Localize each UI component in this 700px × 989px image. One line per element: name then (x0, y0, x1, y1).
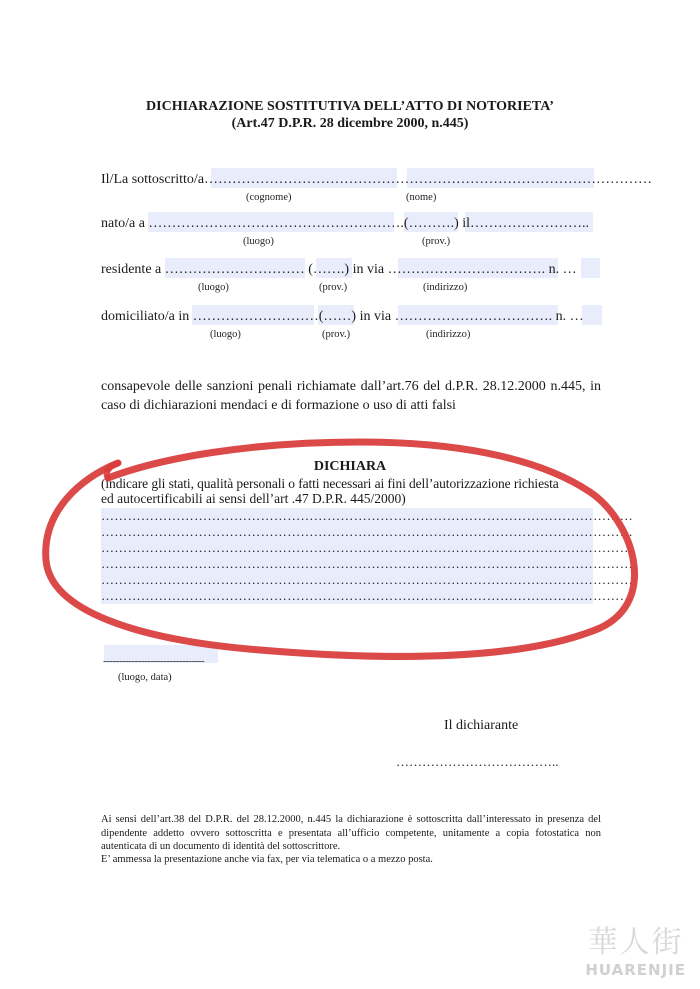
dichiara-instructions-line1: (indicare gli stati, qualità personali o fatti necessari ai fini dell’autorizzazione richiesta (101, 476, 559, 491)
footer-note: Ai sensi dell’art.38 del D.P.R. del 28.12.2000, n.445 la dichiarazione è sottoscritta dall’interessato in presenza del dipendente addetto ovvero sottoscritta e presentata all’ufficio competente, unitamente a copia fotostatica non autenticata di un documento di identità del sottoscrittore. (101, 814, 601, 852)
footer-note-fax: E’ ammessa la presentazione anche via fax, per via telematica o a mezzo posta. (101, 854, 433, 865)
watermark-text: HUARENJIE (585, 961, 686, 979)
caption-indirizzo-residenza: (indirizzo) (423, 282, 468, 293)
nato-row: nato/a a ……………………………………………….(……….) il…………………….. (101, 216, 590, 231)
caption-prov-nascita: (prov.) (422, 236, 451, 247)
caption-nome: (nome) (406, 192, 437, 203)
caption-indirizzo-domicilio: (indirizzo) (426, 329, 471, 340)
residente-numero-field[interactable] (581, 258, 600, 278)
domiciliato-numero-field[interactable] (582, 305, 602, 325)
dichiara-dotted-line: ………………………………………………………………………………………………………… (101, 588, 633, 603)
residente-row: residente a ………………………… (…….) in via ……………………………. n. … (101, 262, 577, 277)
firma-line[interactable]: ……………………………….. (396, 754, 559, 769)
document-subtitle: (Art.47 D.P.R. 28 dicembre 2000, n.445) (231, 116, 469, 131)
caption-prov-domicilio: (prov.) (322, 329, 351, 340)
dichiara-dotted-line: ………………………………………………………………………………………………………… (101, 572, 633, 587)
watermark-glyphs: 華人街 (587, 925, 684, 960)
dichiarante-label: Il dichiarante (444, 718, 519, 733)
dichiara-dotted-line: ………………………………………………………………………………………………………… (101, 524, 633, 539)
dichiara-dotted-line: ………………………………………………………………………………………………………… (101, 556, 633, 571)
consapevole-paragraph: consapevole delle sanzioni penali richiamate dall’art.76 del d.P.R. 28.12.2000 n.445, in caso di dichiarazioni mendaci e di formazione o uso di atti falsi (101, 379, 601, 413)
caption-luogo-nascita: (luogo) (243, 236, 274, 247)
domiciliato-row: domiciliato/a in ………………………(……) in via ……………………………. n. … (101, 309, 584, 324)
caption-cognome: (cognome) (246, 192, 292, 203)
dichiara-instructions-line2: ed autocertificabili ai sensi dell’art .47 D.P.R. 445/2000) (101, 491, 406, 506)
caption-luogo-residenza: (luogo) (198, 282, 229, 293)
caption-prov-residenza: (prov.) (319, 282, 348, 293)
watermark-logo (585, 917, 686, 979)
dichiara-dotted-line: ………………………………………………………………………………………………………… (101, 508, 633, 523)
sottoscritto-row: Il/La sottoscritto/a…………………………………………………………………………………… (101, 172, 653, 187)
dichiara-dotted-line: ………………………………………………………………………………………………………… (101, 540, 633, 555)
luogo-data-line: -------------------------------- (103, 655, 205, 667)
dichiara-heading: DICHIARA (313, 459, 387, 474)
document-title: DICHIARAZIONE SOSTITUTIVA DELL’ATTO DI NOTORIETA’ (146, 99, 554, 114)
caption-luogo-domicilio: (luogo) (210, 329, 241, 340)
luogo-data-caption: (luogo, data) (118, 672, 172, 683)
